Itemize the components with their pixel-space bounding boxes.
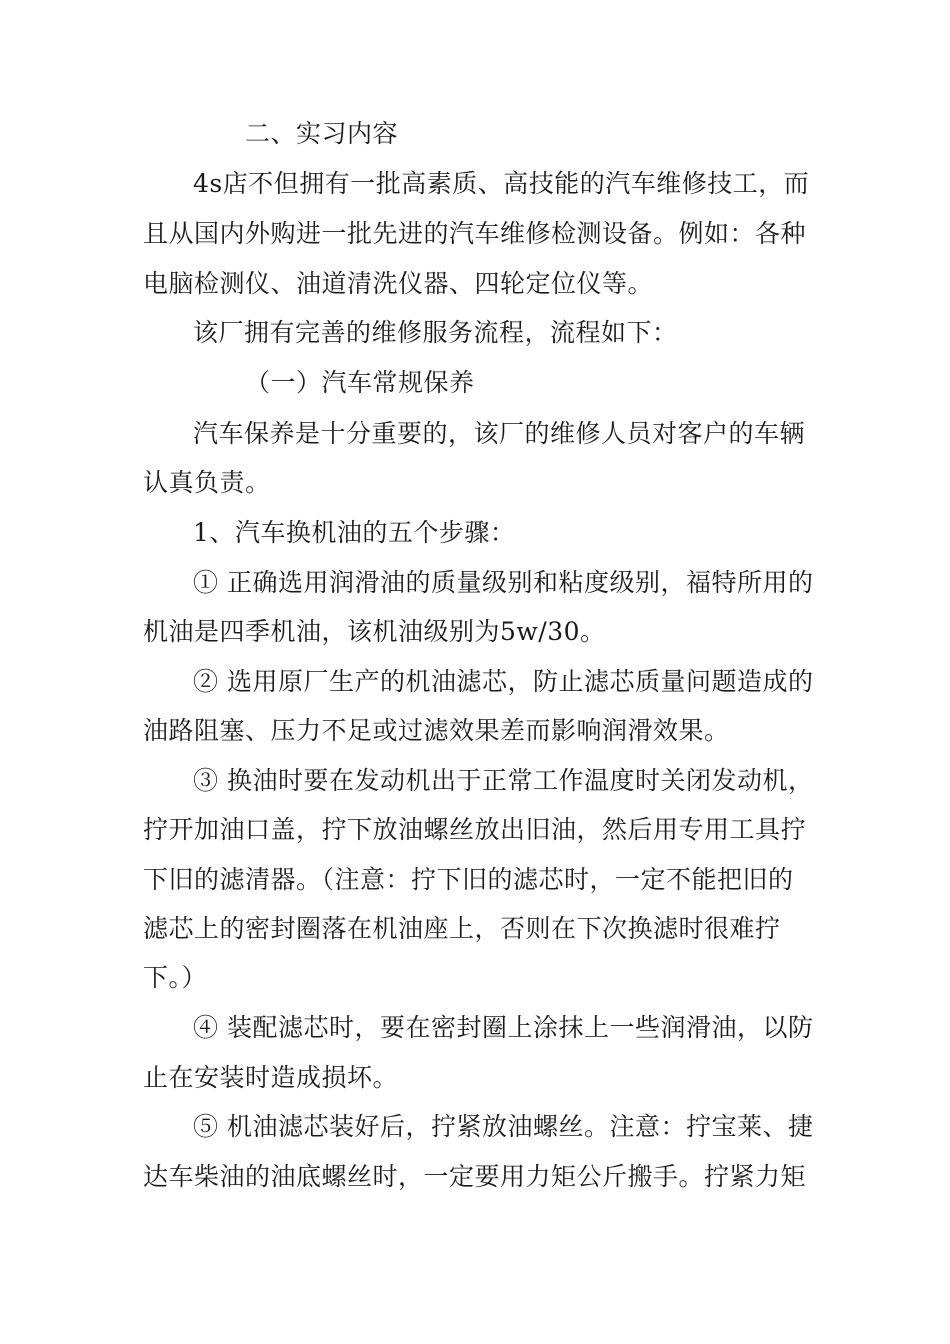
list-item-line: ⑤ 机油滤芯装好后，拧紧放油螺丝。注意：拧宝莱、捷 bbox=[193, 1112, 814, 1141]
list-heading: 1、汽车换机油的五个步骤： bbox=[193, 518, 516, 547]
paragraph-line: 且从国内外购进一批先进的汽车维修检测设备。例如：各种 bbox=[143, 219, 807, 248]
list-item-line: ① 正确选用润滑油的质量级别和粘度级别，福特所用的 bbox=[193, 568, 814, 597]
paragraph-line: 汽车保养是十分重要的，该厂的维修人员对客户的车辆 bbox=[193, 419, 806, 448]
list-item-line: ② 选用原厂生产的机油滤芯，防止滤芯质量问题造成的 bbox=[193, 667, 814, 696]
list-item-line: 拧开加油口盖，拧下放油螺丝放出旧油，然后用专用工具拧 bbox=[143, 815, 807, 844]
list-item-line: 机油是四季机油，该机油级别为5w/30。 bbox=[143, 617, 606, 646]
list-item-line: 达车柴油的油底螺丝时，一定要用力矩公斤搬手。拧紧力矩 bbox=[143, 1162, 807, 1191]
paragraph-line: 电脑检测仪、油道清洗仪器、四轮定位仪等。 bbox=[143, 269, 654, 298]
list-item-line: 止在安装时造成损坏。 bbox=[143, 1063, 399, 1092]
list-item-line: 油路阻塞、压力不足或过滤效果差而影响润滑效果。 bbox=[143, 716, 730, 745]
section-heading: 二、实习内容 bbox=[245, 119, 399, 148]
list-item-line: ③ 换油时要在发动机出于正常工作温度时关闭发动机， bbox=[193, 766, 814, 795]
list-item-line: 下旧的滤清器。（注意：拧下旧的滤芯时，一定不能把旧的 bbox=[143, 865, 794, 894]
list-item-line: ④ 装配滤芯时，要在密封圈上涂抹上一些润滑油，以防 bbox=[193, 1013, 814, 1042]
subsection-heading: （一）汽车常规保养 bbox=[245, 368, 475, 397]
list-item-line: 下。） bbox=[143, 963, 208, 992]
paragraph-line: 认真负责。 bbox=[143, 468, 271, 497]
list-item-line: 滤芯上的密封圈落在机油座上，否则在下次换滤时很难拧 bbox=[143, 914, 781, 943]
paragraph-line: 该厂拥有完善的维修服务流程，流程如下： bbox=[193, 318, 678, 347]
paragraph-line: 4s店不但拥有一批高素质、高技能的汽车维修技工，而 bbox=[193, 169, 810, 198]
